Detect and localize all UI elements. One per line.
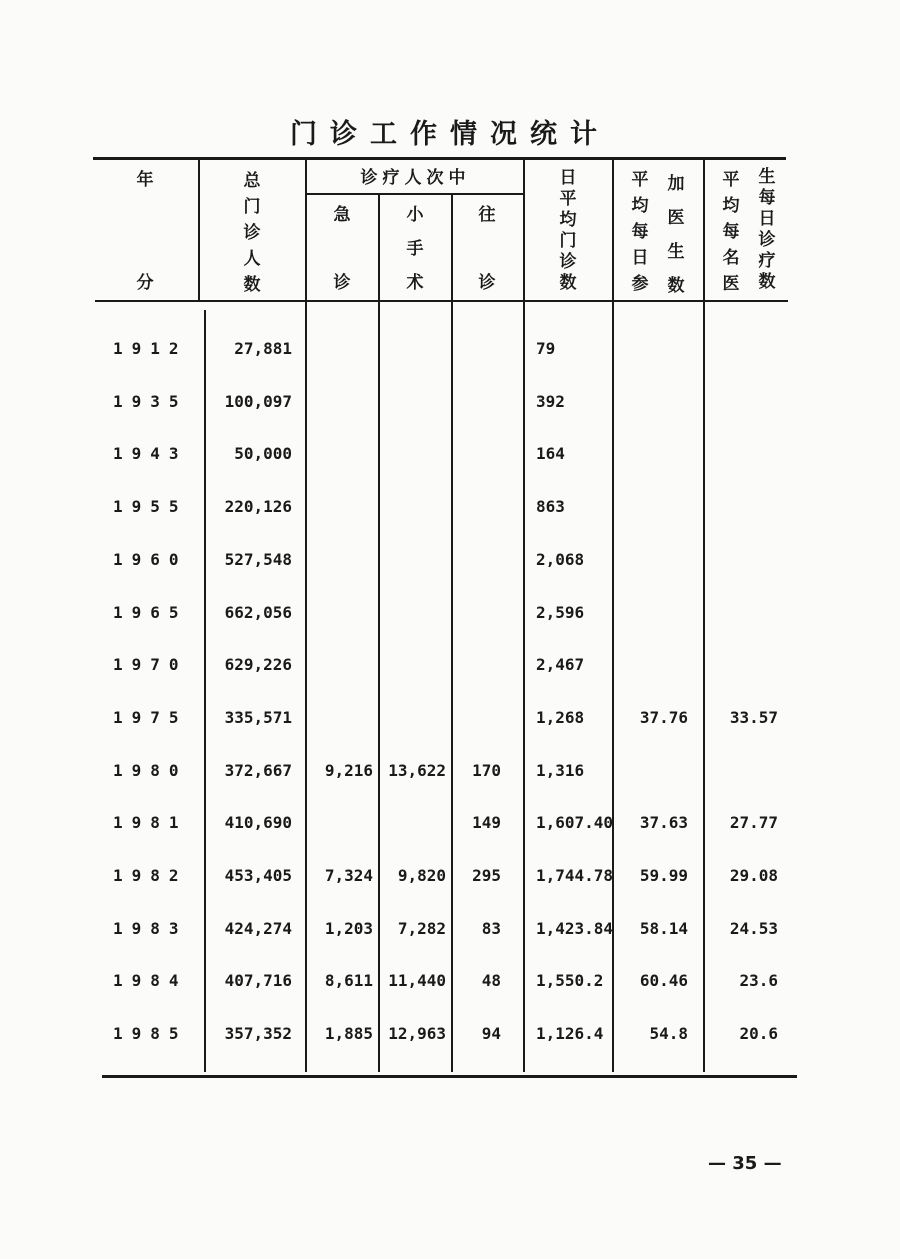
cell-per-doctor: 33.57 <box>729 708 778 727</box>
cell-year: 1982 <box>113 866 188 885</box>
cell-year: 1970 <box>113 655 188 674</box>
cell-total: 335,571 <box>224 708 292 727</box>
col-divider-1b <box>204 310 206 1072</box>
col-divider-1 <box>198 160 200 300</box>
header-surgery-top: 小 <box>406 205 424 225</box>
cell-total: 100,097 <box>224 392 292 411</box>
cell-surgery: 11,440 <box>388 971 446 990</box>
cell-total: 410,690 <box>224 813 292 832</box>
cell-total: 220,126 <box>224 497 292 516</box>
cell-per-doctor: 29.08 <box>729 866 778 885</box>
cell-surgery: 9,820 <box>397 866 446 885</box>
cell-total: 407,716 <box>224 971 292 990</box>
cell-surgery: 7,282 <box>397 919 446 938</box>
header-surgery-bottom: 术 <box>406 273 424 293</box>
cell-surgery: 13,622 <box>388 761 446 780</box>
cell-daily-avg: 2,068 <box>536 550 585 569</box>
cell-doctors: 59.99 <box>639 866 688 885</box>
top-rule <box>93 157 786 160</box>
cell-doctors: 37.76 <box>639 708 688 727</box>
cell-daily-avg: 1,744.78 <box>536 866 614 885</box>
cell-daily-avg: 1,550.2 <box>536 971 604 990</box>
cell-daily-avg: 164 <box>536 444 565 463</box>
header-year-top: 年 <box>136 170 154 190</box>
cell-home: 48 <box>481 971 501 990</box>
cell-total: 662,056 <box>224 603 292 622</box>
cell-doctors: 60.46 <box>639 971 688 990</box>
cell-home: 83 <box>481 919 501 938</box>
cell-total: 453,405 <box>224 866 292 885</box>
cell-year: 1955 <box>113 497 188 516</box>
bottom-rule <box>102 1075 797 1078</box>
header-perdoc-col1: 平 均 每 名 医 <box>722 170 740 294</box>
header-doctors-col1: 平 均 每 日 参 <box>631 170 649 294</box>
cell-daily-avg: 1,268 <box>536 708 585 727</box>
cell-total: 629,226 <box>224 655 292 674</box>
cell-year: 1912 <box>113 339 188 358</box>
header-doctors-col2: 加 医 生 数 <box>667 174 685 296</box>
page-title: 门诊工作情况统计 <box>290 119 610 150</box>
cell-year: 1960 <box>113 550 188 569</box>
cell-per-doctor: 27.77 <box>729 813 778 832</box>
cell-daily-avg: 1,423.84 <box>536 919 614 938</box>
cell-daily-avg: 79 <box>536 339 556 358</box>
cell-total: 27,881 <box>234 339 292 358</box>
cell-total: 527,548 <box>224 550 292 569</box>
group-header-rule <box>307 193 524 195</box>
cell-year: 1983 <box>113 919 188 938</box>
cell-per-doctor: 20.6 <box>739 1024 778 1043</box>
cell-emergency: 7,324 <box>324 866 373 885</box>
cell-emergency: 8,611 <box>324 971 373 990</box>
header-home-top: 往 <box>478 205 496 225</box>
cell-daily-avg: 1,316 <box>536 761 585 780</box>
cell-daily-avg: 1,126.4 <box>536 1024 604 1043</box>
cell-home: 295 <box>472 866 501 885</box>
cell-doctors: 54.8 <box>649 1024 688 1043</box>
header-year-bottom: 分 <box>136 273 154 293</box>
header-group: 诊疗人次中 <box>360 168 471 188</box>
cell-doctors: 37.63 <box>639 813 688 832</box>
cell-daily-avg: 1,607.40 <box>536 813 614 832</box>
cell-doctors: 58.14 <box>639 919 688 938</box>
cell-home: 170 <box>472 761 501 780</box>
cell-year: 1985 <box>113 1024 188 1043</box>
header-emergency-top: 急 <box>333 205 351 225</box>
cell-per-doctor: 23.6 <box>739 971 778 990</box>
cell-year: 1935 <box>113 392 188 411</box>
cell-year: 1981 <box>113 813 188 832</box>
cell-total: 357,352 <box>224 1024 292 1043</box>
col-divider-5 <box>523 160 525 1072</box>
header-emergency-bottom: 诊 <box>333 273 351 293</box>
header-daily-avg: 日 平 均 门 诊 数 <box>559 168 577 293</box>
cell-home: 94 <box>481 1024 501 1043</box>
cell-emergency: 1,203 <box>324 919 373 938</box>
cell-daily-avg: 2,467 <box>536 655 585 674</box>
col-divider-3 <box>378 194 380 1072</box>
cell-total: 50,000 <box>234 444 292 463</box>
cell-year: 1943 <box>113 444 188 463</box>
cell-year: 1980 <box>113 761 188 780</box>
page-number: — 35 — <box>708 1153 782 1174</box>
header-surgery-mid: 手 <box>406 239 424 259</box>
cell-daily-avg: 2,596 <box>536 603 585 622</box>
cell-year: 1975 <box>113 708 188 727</box>
cell-emergency: 9,216 <box>324 761 373 780</box>
cell-surgery: 12,963 <box>388 1024 446 1043</box>
header-total: 总 门 诊 人 数 <box>243 171 261 295</box>
col-divider-4 <box>451 194 453 1072</box>
cell-year: 1965 <box>113 603 188 622</box>
cell-total: 424,274 <box>224 919 292 938</box>
header-home-bottom: 诊 <box>478 273 496 293</box>
cell-daily-avg: 392 <box>536 392 565 411</box>
cell-home: 149 <box>472 813 501 832</box>
cell-total: 372,667 <box>224 761 292 780</box>
cell-emergency: 1,885 <box>324 1024 373 1043</box>
cell-daily-avg: 863 <box>536 497 565 516</box>
cell-per-doctor: 24.53 <box>729 919 778 938</box>
cell-year: 1984 <box>113 971 188 990</box>
header-perdoc-col2: 生 每 日 诊 疗 数 <box>758 167 776 292</box>
